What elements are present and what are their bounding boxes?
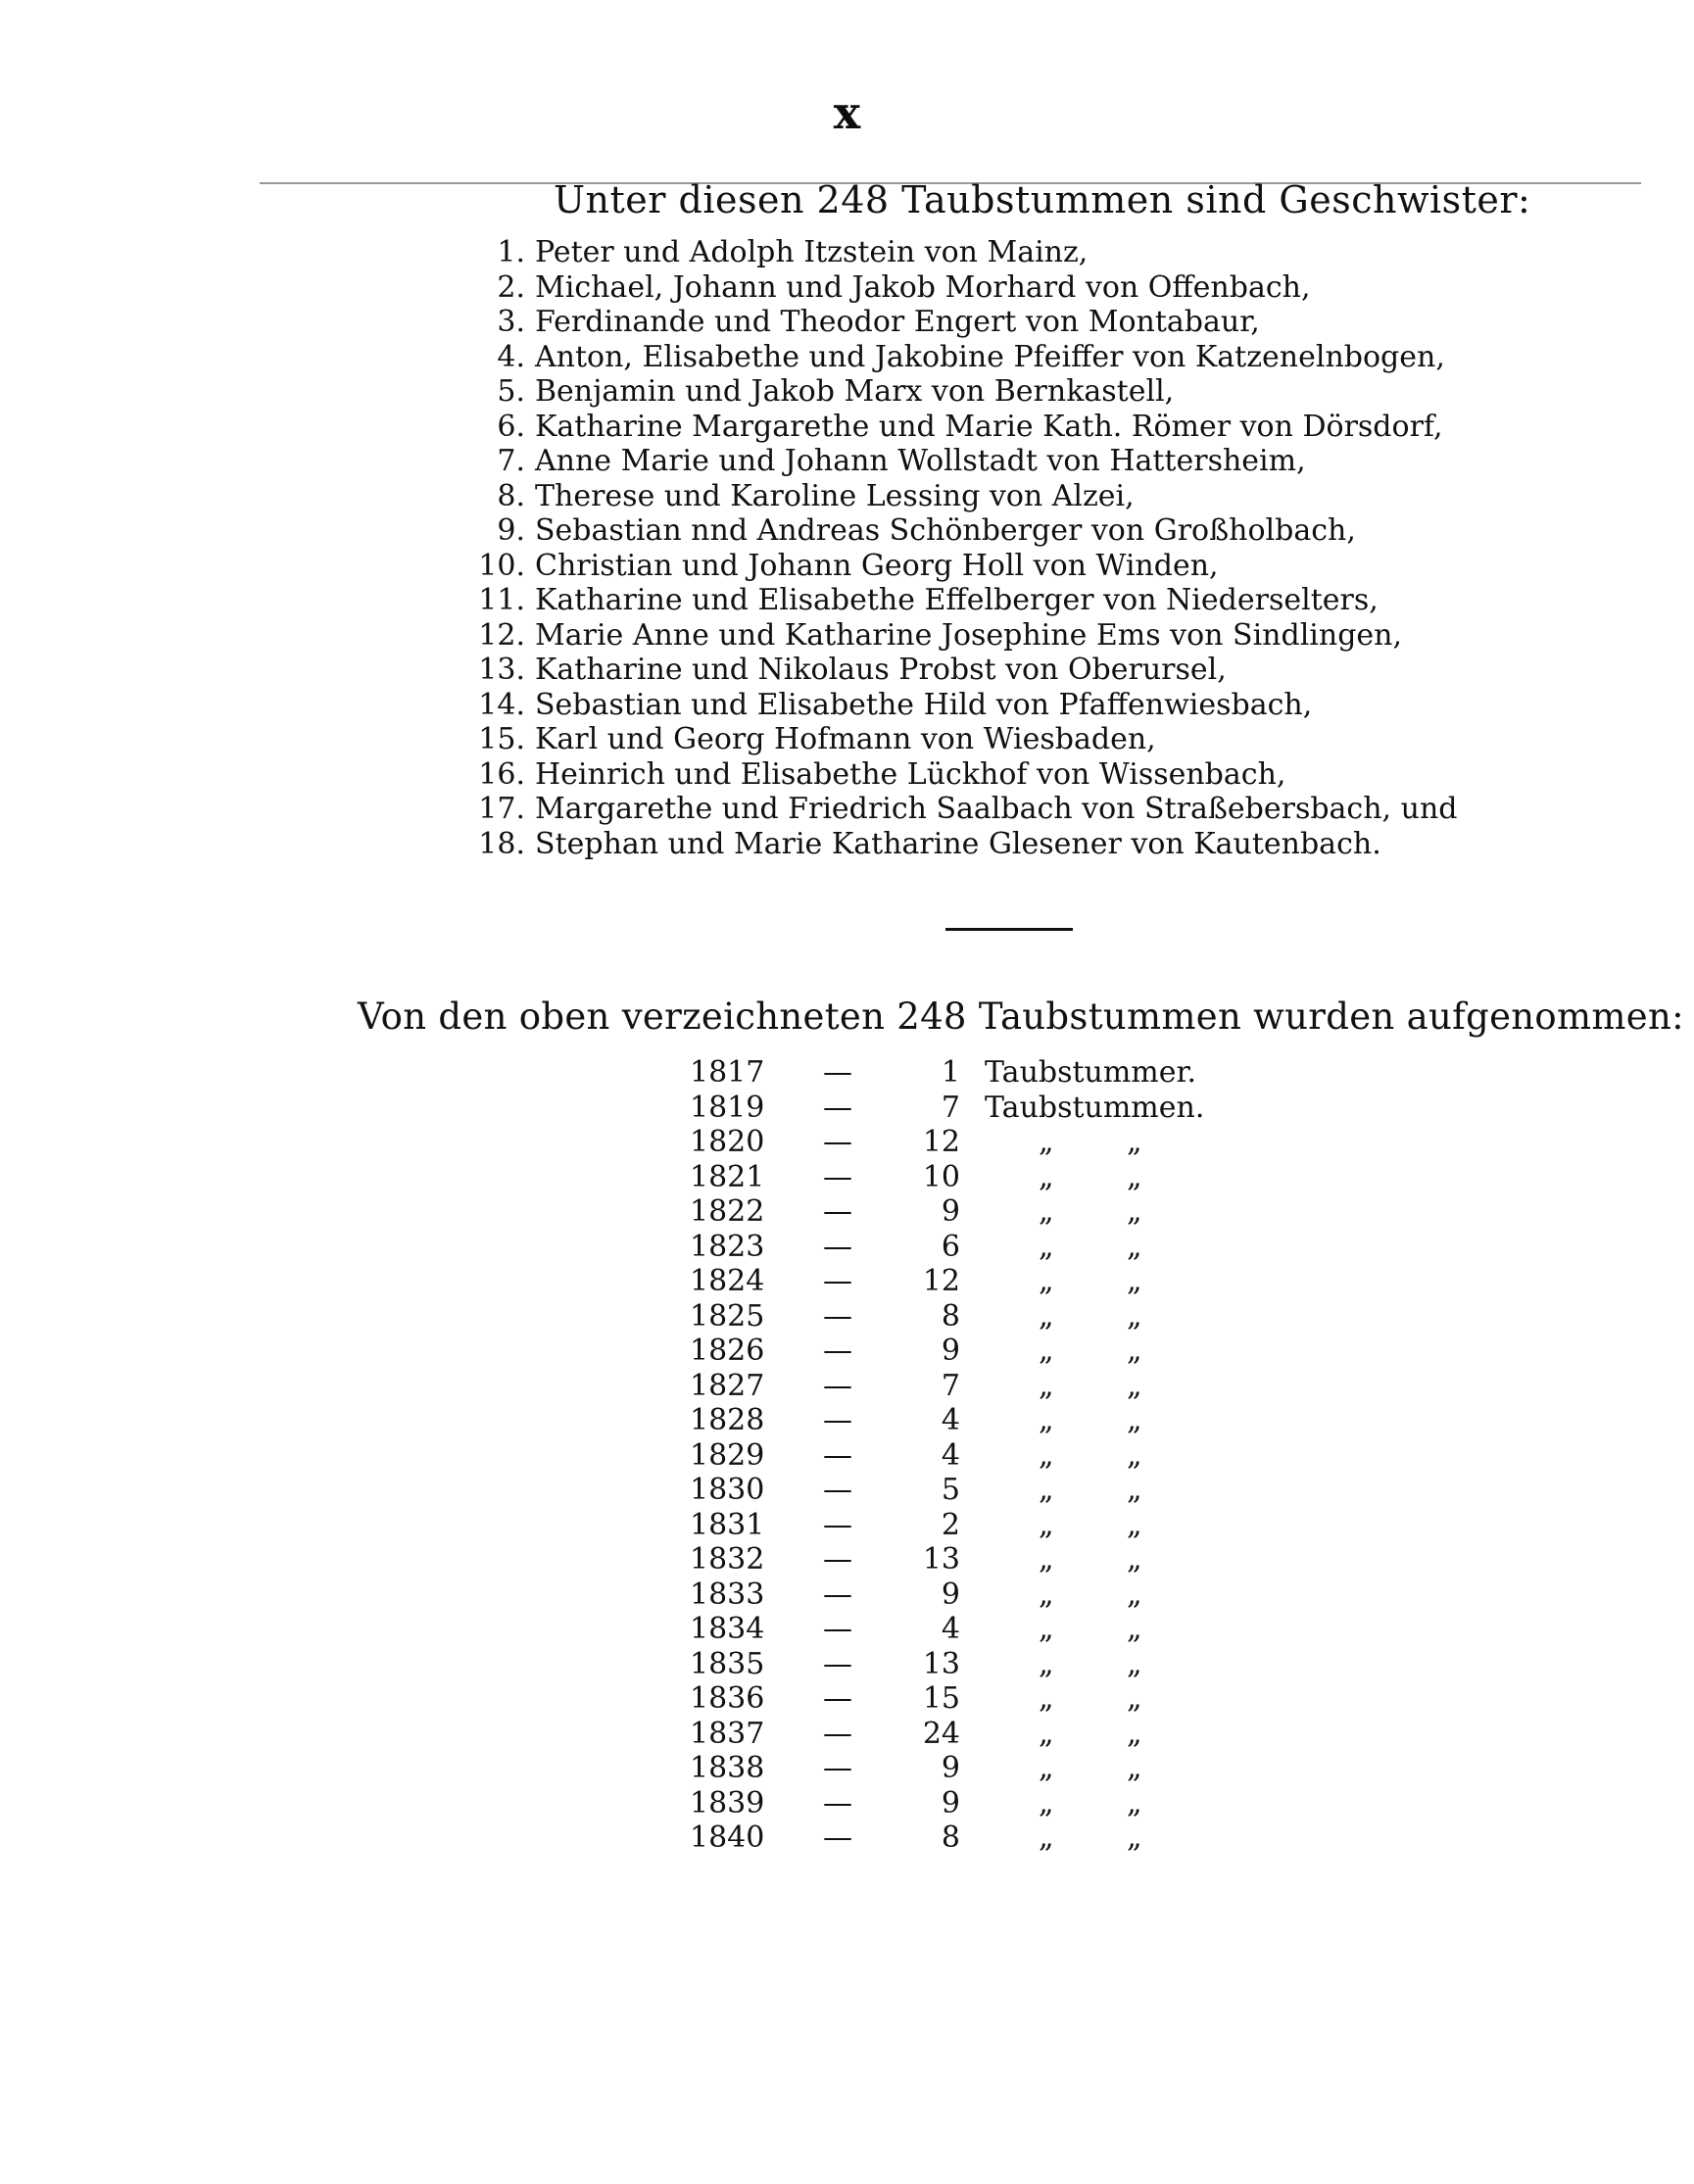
list-item bbox=[470, 549, 1457, 584]
cell-year: 1819 bbox=[690, 1090, 765, 1125]
item-text: Karl und Georg Hofmann von Wiesbaden, bbox=[535, 722, 1156, 756]
cell-unit: Taubstummer. bbox=[985, 1055, 1197, 1090]
cell-dash: — bbox=[823, 1368, 852, 1403]
item-number: 14. bbox=[478, 687, 525, 722]
item-text: Marie Anne und Katharine Josephine Ems von Sindlingen, bbox=[535, 617, 1403, 653]
item-text: Michael, Johann und Jakob Morhard von Offenbach, bbox=[535, 269, 1311, 305]
cell-year: 1825 bbox=[690, 1298, 765, 1334]
cell-count: 10 bbox=[922, 1159, 960, 1194]
cell-ditto2: „ bbox=[1127, 1403, 1142, 1437]
cell-dash: — bbox=[823, 1681, 852, 1716]
list-item bbox=[470, 340, 1457, 375]
cell-ditto2: „ bbox=[1127, 1437, 1142, 1473]
item-number: 8. bbox=[497, 478, 525, 513]
cell-dash: — bbox=[823, 1542, 852, 1577]
cell-ditto1: „ bbox=[1039, 1194, 1054, 1229]
cell-count: 9 bbox=[941, 1194, 960, 1229]
cell-dash: — bbox=[823, 1055, 852, 1090]
cell-ditto2: „ bbox=[1127, 1229, 1142, 1264]
cell-ditto1: „ bbox=[1039, 1716, 1054, 1751]
cell-dash: — bbox=[823, 1473, 852, 1507]
cell-ditto1: „ bbox=[1039, 1542, 1054, 1577]
item-number: 15. bbox=[478, 722, 525, 756]
cell-ditto2: „ bbox=[1127, 1507, 1142, 1542]
cell-count: 24 bbox=[922, 1716, 960, 1751]
cell-count: 12 bbox=[922, 1264, 960, 1298]
cell-ditto2: „ bbox=[1127, 1785, 1142, 1820]
cell-ditto1: „ bbox=[1039, 1473, 1054, 1507]
list-item bbox=[470, 827, 1457, 862]
list-item bbox=[470, 235, 1457, 270]
cell-count: 4 bbox=[941, 1612, 960, 1646]
cell-count: 13 bbox=[922, 1542, 960, 1577]
item-text: Heinrich und Elisabethe Lückhof von Wissenbach, bbox=[535, 756, 1286, 792]
item-text: Katharine und Elisabethe Effelberger von Niederselters, bbox=[535, 583, 1379, 617]
cell-count: 13 bbox=[922, 1646, 960, 1681]
cell-year: 1834 bbox=[690, 1612, 765, 1646]
cell-count: 15 bbox=[922, 1681, 960, 1716]
cell-ditto2: „ bbox=[1127, 1681, 1142, 1716]
list-item bbox=[470, 792, 1457, 827]
list-item bbox=[470, 374, 1457, 410]
cell-year: 1833 bbox=[690, 1577, 765, 1612]
cell-ditto1: „ bbox=[1039, 1403, 1054, 1437]
cell-dash: — bbox=[823, 1646, 852, 1681]
item-number: 3. bbox=[497, 305, 525, 339]
cell-year: 1822 bbox=[690, 1194, 765, 1229]
cell-year: 1817 bbox=[690, 1055, 765, 1090]
list-item bbox=[470, 688, 1457, 723]
cell-ditto1: „ bbox=[1039, 1334, 1054, 1368]
item-number: 17. bbox=[478, 792, 525, 826]
cell-year: 1826 bbox=[690, 1334, 765, 1368]
list-item bbox=[470, 722, 1457, 757]
cell-year: 1831 bbox=[690, 1507, 765, 1542]
cell-ditto1: „ bbox=[1039, 1159, 1054, 1194]
cell-ditto1: „ bbox=[1039, 1125, 1054, 1159]
item-text: Stephan und Marie Katharine Glesener von Kautenbach. bbox=[535, 826, 1381, 861]
cell-ditto1: „ bbox=[1039, 1507, 1054, 1542]
cell-dash: — bbox=[823, 1264, 852, 1298]
item-number: 18. bbox=[478, 826, 525, 861]
cell-year: 1828 bbox=[690, 1403, 765, 1437]
cell-count: 9 bbox=[941, 1334, 960, 1368]
cell-count: 9 bbox=[941, 1577, 960, 1612]
cell-dash: — bbox=[823, 1194, 852, 1229]
item-text: Sebastian und Elisabethe Hild von Pfaffenwiesbach, bbox=[535, 687, 1313, 722]
cell-year: 1821 bbox=[690, 1159, 765, 1194]
page-number: x bbox=[833, 86, 861, 139]
cell-count: 7 bbox=[941, 1368, 960, 1403]
cell-ditto1: „ bbox=[1039, 1612, 1054, 1646]
cell-dash: — bbox=[823, 1159, 852, 1194]
cell-unit: Taubstummen. bbox=[985, 1090, 1205, 1125]
cell-year: 1827 bbox=[690, 1368, 765, 1403]
item-number: 7. bbox=[497, 444, 525, 478]
cell-year: 1824 bbox=[690, 1264, 765, 1298]
cell-count: 8 bbox=[941, 1820, 960, 1855]
cell-year: 1823 bbox=[690, 1229, 765, 1264]
cell-ditto1: „ bbox=[1039, 1646, 1054, 1681]
cell-year: 1836 bbox=[690, 1681, 765, 1716]
cell-ditto2: „ bbox=[1127, 1577, 1142, 1612]
item-number: 4. bbox=[497, 339, 525, 374]
cell-count: 9 bbox=[941, 1785, 960, 1820]
cell-ditto2: „ bbox=[1127, 1368, 1142, 1403]
siblings-list bbox=[470, 235, 1457, 861]
cell-ditto2: „ bbox=[1127, 1751, 1142, 1785]
item-text: Margarethe und Friedrich Saalbach von Straßebersbach, und bbox=[535, 792, 1458, 826]
cell-dash: — bbox=[823, 1437, 852, 1473]
cell-dash: — bbox=[823, 1612, 852, 1646]
cell-year: 1832 bbox=[690, 1542, 765, 1577]
cell-dash: — bbox=[823, 1716, 852, 1751]
cell-count: 7 bbox=[941, 1090, 960, 1125]
cell-year: 1839 bbox=[690, 1785, 765, 1820]
cell-count: 1 bbox=[941, 1055, 960, 1090]
cell-ditto1: „ bbox=[1039, 1437, 1054, 1473]
cell-ditto2: „ bbox=[1127, 1646, 1142, 1681]
cell-dash: — bbox=[823, 1785, 852, 1820]
item-number: 10. bbox=[478, 548, 525, 583]
cell-ditto2: „ bbox=[1127, 1716, 1142, 1751]
cell-ditto1: „ bbox=[1039, 1264, 1054, 1298]
item-number: 1. bbox=[497, 235, 525, 269]
cell-dash: — bbox=[823, 1125, 852, 1159]
cell-ditto2: „ bbox=[1127, 1159, 1142, 1194]
cell-count: 12 bbox=[922, 1125, 960, 1159]
cell-dash: — bbox=[823, 1229, 852, 1264]
item-text: Sebastian nnd Andreas Schönberger von Großholbach, bbox=[535, 513, 1356, 548]
intake-heading: Von den oben verzeichneten 248 Taubstummen wurden aufgenommen: bbox=[358, 995, 1684, 1038]
cell-ditto2: „ bbox=[1127, 1264, 1142, 1298]
siblings-heading: Unter diesen 248 Taubstummen sind Geschwister: bbox=[554, 178, 1531, 221]
section-divider bbox=[945, 928, 1073, 931]
cell-ditto1: „ bbox=[1039, 1820, 1054, 1855]
cell-ditto1: „ bbox=[1039, 1751, 1054, 1785]
item-number: 5. bbox=[497, 374, 525, 409]
list-item bbox=[470, 410, 1457, 445]
cell-ditto2: „ bbox=[1127, 1298, 1142, 1334]
list-item bbox=[470, 757, 1457, 793]
item-text: Peter und Adolph Itzstein von Mainz, bbox=[535, 235, 1089, 269]
cell-count: 4 bbox=[941, 1437, 960, 1473]
cell-ditto1: „ bbox=[1039, 1368, 1054, 1403]
list-item bbox=[470, 305, 1457, 340]
cell-ditto2: „ bbox=[1127, 1542, 1142, 1577]
list-item bbox=[470, 513, 1457, 549]
list-item bbox=[470, 270, 1457, 306]
item-number: 16. bbox=[478, 756, 525, 792]
cell-year: 1829 bbox=[690, 1437, 765, 1473]
cell-ditto2: „ bbox=[1127, 1334, 1142, 1368]
list-item bbox=[470, 444, 1457, 479]
cell-dash: — bbox=[823, 1334, 852, 1368]
cell-count: 8 bbox=[941, 1298, 960, 1334]
cell-ditto1: „ bbox=[1039, 1298, 1054, 1334]
cell-ditto1: „ bbox=[1039, 1785, 1054, 1820]
item-number: 2. bbox=[497, 269, 525, 305]
cell-year: 1830 bbox=[690, 1473, 765, 1507]
cell-dash: — bbox=[823, 1577, 852, 1612]
cell-dash: — bbox=[823, 1298, 852, 1334]
item-number: 12. bbox=[478, 617, 525, 653]
cell-dash: — bbox=[823, 1820, 852, 1855]
cell-year: 1840 bbox=[690, 1820, 765, 1855]
cell-year: 1820 bbox=[690, 1125, 765, 1159]
cell-ditto1: „ bbox=[1039, 1229, 1054, 1264]
item-text: Therese und Karoline Lessing von Alzei, bbox=[535, 478, 1135, 513]
item-text: Ferdinande und Theodor Engert von Montabaur, bbox=[535, 305, 1260, 339]
cell-count: 4 bbox=[941, 1403, 960, 1437]
cell-year: 1835 bbox=[690, 1646, 765, 1681]
cell-year: 1837 bbox=[690, 1716, 765, 1751]
cell-dash: — bbox=[823, 1507, 852, 1542]
cell-ditto1: „ bbox=[1039, 1681, 1054, 1716]
cell-count: 5 bbox=[941, 1473, 960, 1507]
list-item bbox=[470, 618, 1457, 654]
item-text: Anton, Elisabethe und Jakobine Pfeiffer von Katzenelnbogen, bbox=[535, 339, 1445, 374]
item-text: Christian und Johann Georg Holl von Winden, bbox=[535, 548, 1219, 583]
item-text: Katharine Margarethe und Marie Kath. Römer von Dörsdorf, bbox=[535, 409, 1443, 444]
list-item bbox=[470, 653, 1457, 688]
cell-dash: — bbox=[823, 1403, 852, 1437]
item-text: Anne Marie und Johann Wollstadt von Hattersheim, bbox=[535, 444, 1306, 478]
cell-ditto2: „ bbox=[1127, 1473, 1142, 1507]
item-number: 13. bbox=[478, 653, 525, 687]
cell-ditto2: „ bbox=[1127, 1612, 1142, 1646]
item-number: 6. bbox=[497, 409, 525, 444]
list-item bbox=[470, 583, 1457, 618]
cell-dash: — bbox=[823, 1090, 852, 1125]
cell-count: 6 bbox=[941, 1229, 960, 1264]
cell-year: 1838 bbox=[690, 1751, 765, 1785]
cell-ditto2: „ bbox=[1127, 1194, 1142, 1229]
item-number: 9. bbox=[497, 513, 525, 548]
cell-ditto2: „ bbox=[1127, 1820, 1142, 1855]
item-number: 11. bbox=[478, 583, 525, 617]
cell-count: 2 bbox=[941, 1507, 960, 1542]
cell-dash: — bbox=[823, 1751, 852, 1785]
item-text: Katharine und Nikolaus Probst von Oberursel, bbox=[535, 653, 1227, 687]
cell-count: 9 bbox=[941, 1751, 960, 1785]
item-text: Benjamin und Jakob Marx von Bernkastell, bbox=[535, 374, 1175, 409]
list-item bbox=[470, 479, 1457, 514]
cell-ditto1: „ bbox=[1039, 1577, 1054, 1612]
cell-ditto2: „ bbox=[1127, 1125, 1142, 1159]
